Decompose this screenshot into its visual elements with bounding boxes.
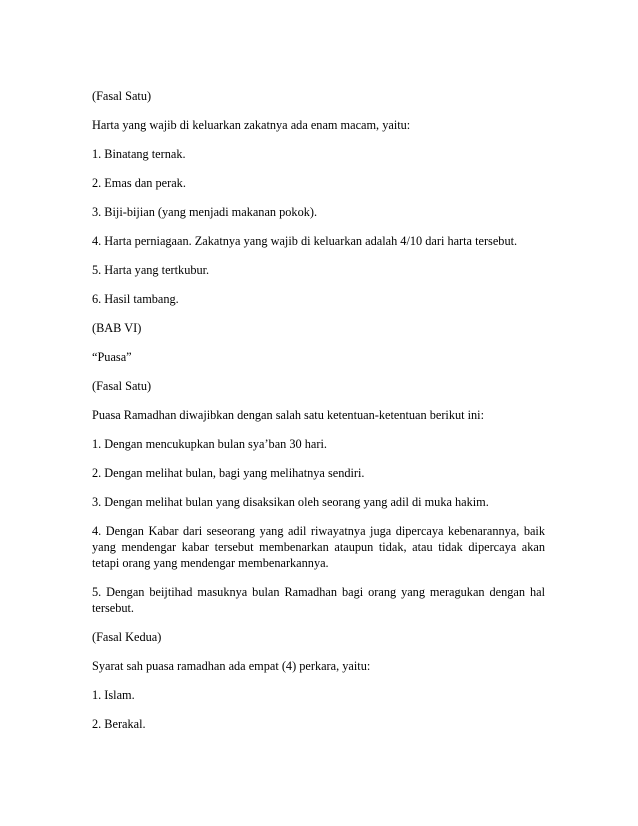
- list-item: 1. Islam.: [92, 688, 135, 702]
- chapter-heading: (BAB VI): [92, 321, 142, 335]
- list-item: 6. Hasil tambang.: [92, 292, 179, 306]
- list-item: 3. Biji-bijian (yang menjadi makanan pokok).: [92, 205, 318, 219]
- list-item: 4. Dengan Kabar dari seseorang yang adil riwayatnya juga dipercaya kebenarannya, baik yang mendengar kabar tersebut membenarkan ataupun tidak, atau tidak dipercaya akan tetapi orang yang mendengar membenarkannya.: [92, 524, 545, 570]
- list-item: 2. Emas dan perak.: [92, 176, 186, 190]
- list-item: 3. Dengan melihat bulan yang disaksikan oleh seorang yang adil di muka hakim.: [92, 495, 489, 509]
- paragraph: Harta yang wajib di keluarkan zakatnya ada enam macam, yaitu:: [92, 118, 411, 132]
- chapter-title: “Puasa”: [92, 350, 132, 364]
- section-heading: (Fasal Kedua): [92, 630, 162, 644]
- list-item: 4. Harta perniagaan. Zakatnya yang wajib di keluarkan adalah 4/10 dari harta tersebut.: [92, 234, 518, 248]
- list-item: 2. Berakal.: [92, 717, 146, 731]
- list-item: 1. Binatang ternak.: [92, 147, 186, 161]
- section-heading: (Fasal Satu): [92, 89, 152, 103]
- section-heading: (Fasal Satu): [92, 379, 152, 393]
- paragraph: Syarat sah puasa ramadhan ada empat (4) perkara, yaitu:: [92, 659, 371, 673]
- list-item: 1. Dengan mencukupkan bulan sya’ban 30 hari.: [92, 437, 327, 451]
- paragraph: Puasa Ramadhan diwajibkan dengan salah satu ketentuan-ketentuan berikut ini:: [92, 408, 485, 422]
- document-body: [92, 88, 545, 745]
- list-item: 5. Harta yang tertkubur.: [92, 263, 210, 277]
- list-item: 2. Dengan melihat bulan, bagi yang melihatnya sendiri.: [92, 466, 365, 480]
- list-item: 5. Dengan beijtihad masuknya bulan Ramadhan bagi orang yang meragukan dengan hal tersebut.: [92, 585, 545, 615]
